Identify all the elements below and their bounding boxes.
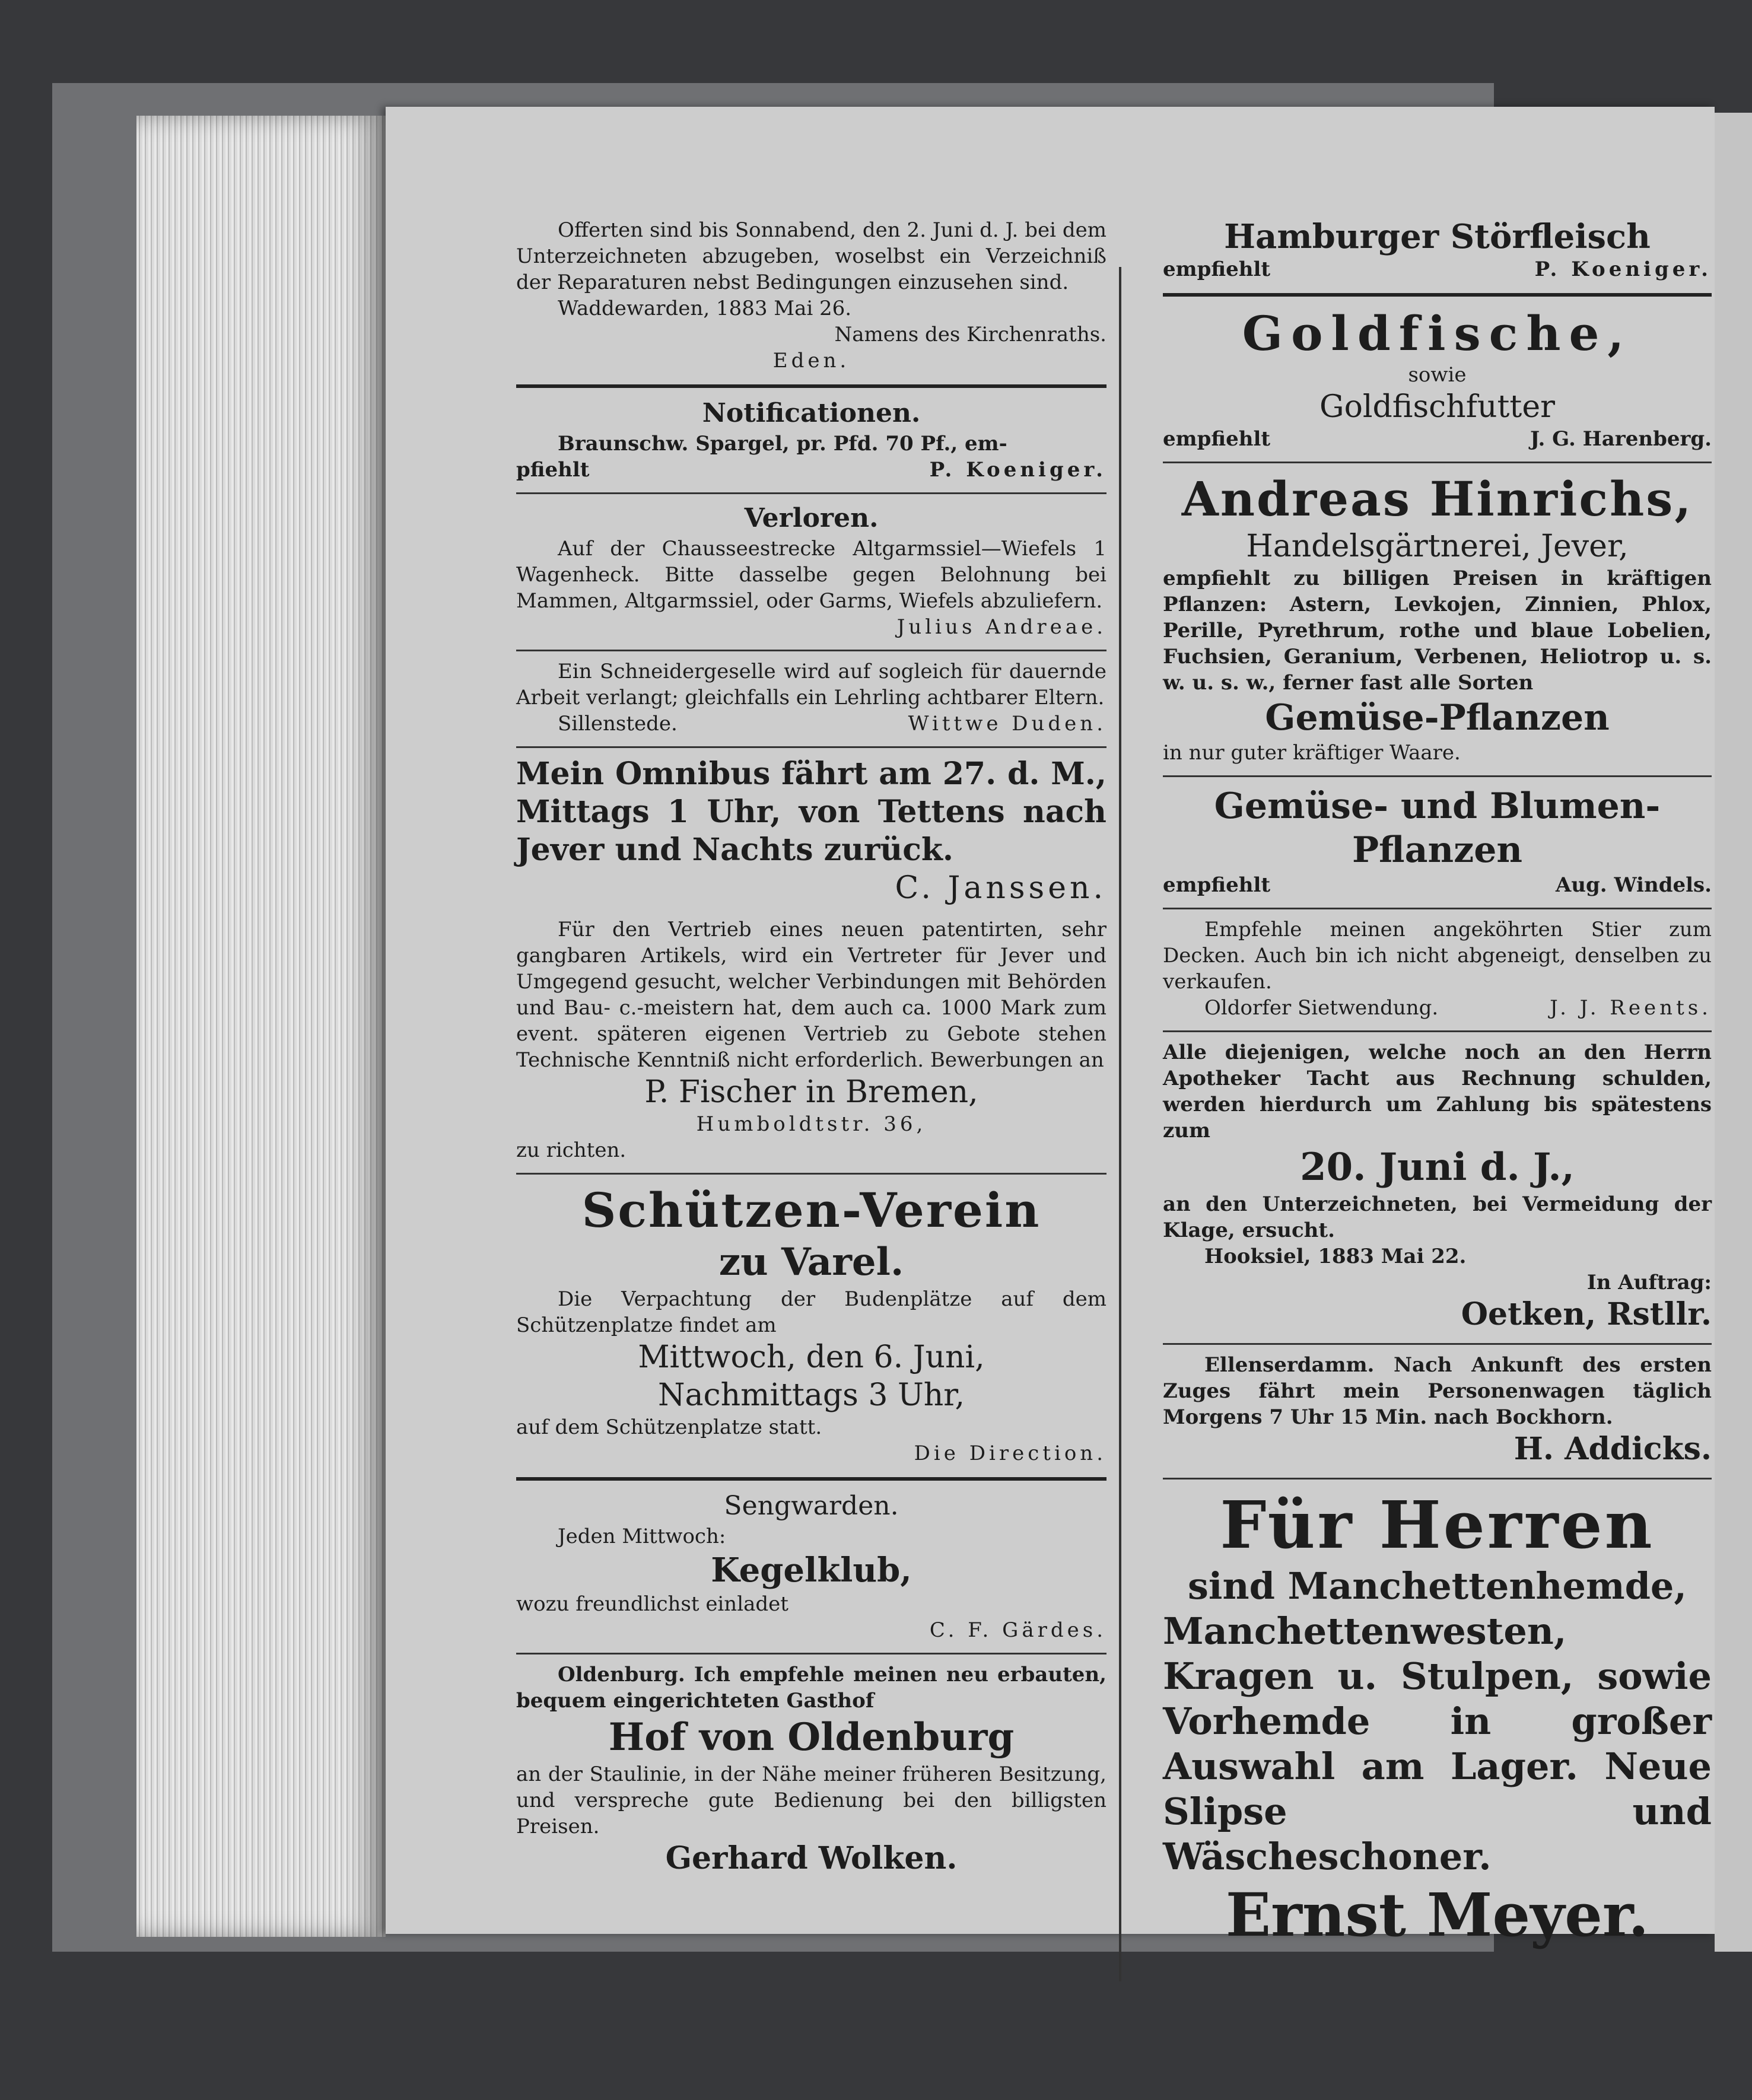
rule <box>516 1477 1106 1481</box>
schuetzen-place: auf dem Schützenplatze statt. <box>516 1415 822 1439</box>
kegel-invite: wozu freundlichst einladet <box>516 1592 788 1616</box>
tacht-name: Oetken, Rstllr. <box>1461 1296 1712 1332</box>
rule <box>516 1173 1106 1175</box>
ad-verloren <box>516 498 1106 646</box>
stoer-left: empfiehlt <box>1163 257 1271 281</box>
ad-omnibus <box>516 752 1106 913</box>
offer-name: Eden. <box>772 349 850 373</box>
rule <box>516 746 1106 748</box>
ad-addicks <box>1163 1348 1712 1474</box>
ad-stier <box>1163 913 1712 1027</box>
tacht-place: Hooksiel, 1883 Mai 22. <box>1204 1245 1467 1268</box>
schuetzen-time: Nachmittags 3 Uhr, <box>658 1377 965 1413</box>
meyer-heading: Für Herren <box>1220 1487 1655 1563</box>
ad-goldfische <box>1163 301 1712 458</box>
hinrichs-text: empfiehlt zu billigen Preisen in kräftigen Pflanzen: Astern, Levkojen, Zinnien, Phlox, Perille, Pyrethrum, rothe und blaue Lobelien, Fuchsien, Geranium, Verbenen, Heliotrop u. s. w. u. s. w., ferner fast alle Sorten <box>1163 567 1712 695</box>
hof-intro: Oldenburg. Ich empfehle meinen neu erbauten, bequem eingerichteten Gasthof <box>516 1663 1106 1713</box>
schuetzen-sub: zu Varel. <box>718 1240 904 1284</box>
stier-place: Oldorfer Sietwendung. <box>1204 996 1439 1020</box>
rule <box>1163 1343 1712 1345</box>
schuetzen-date: Mittwoch, den 6. Juni, <box>638 1339 985 1375</box>
patent-street: Humboldtstr. 36, <box>696 1112 927 1136</box>
page-edges <box>136 116 386 1937</box>
schuetzen-sign: Die Direction. <box>914 1442 1106 1465</box>
tacht-text2: an den Unterzeichneten, bei Vermeidung der Klage, ersucht. <box>1163 1192 1712 1242</box>
tailor-name: Wittwe Duden. <box>908 712 1106 736</box>
patent-end: zu richten. <box>516 1138 627 1162</box>
offer-by: Namens des Kirchenraths. <box>834 323 1106 346</box>
tacht-text: Alle diejenigen, welche noch an den Herrn Apotheker Tacht aus Rechnung schulden, werden hierdurch um Zahlung bis spätestens zum <box>1163 1041 1712 1143</box>
ad-schuetzenverein <box>516 1178 1106 1472</box>
ad-hinrichs <box>1163 467 1712 772</box>
offer-text: Offerten sind bis Sonnabend, den 2. Juni d. J. bei dem Unterzeichneten abzugeben, woselbst ein Verzeichniß der Reparaturen nebst Bedingungen einzusehen sind. <box>516 218 1106 294</box>
next-page-edge <box>1715 113 1752 1952</box>
notif-left: pfiehlt <box>516 458 590 482</box>
notif-heading: Notificationen. <box>702 398 921 428</box>
offer-place: Waddewarden, 1883 Mai 26. <box>558 297 852 320</box>
rule <box>1163 908 1712 909</box>
meyer-name: Ernst Meyer. <box>1225 1880 1649 1950</box>
ad-patent <box>516 913 1106 1169</box>
ad-tacht <box>1163 1036 1712 1339</box>
windels-left: empfiehlt <box>1163 873 1271 897</box>
hof-text: an der Staulinie, in der Nähe meiner früheren Besitzung, und verspreche gute Bedienung bei den billigsten Preisen. <box>516 1762 1106 1838</box>
gold-heading: Goldfische, <box>1242 306 1633 361</box>
gold-right: J. G. Harenberg. <box>1530 427 1712 451</box>
rule <box>1163 775 1712 777</box>
patent-text: Für den Vertrieb eines neuen patentirten, sehr gangbaren Artikels, wird ein Vertreter für Jever und Umgegend gesucht, welcher Verbindungen mit Behörden und Bau- c.-meistern hat, dem auch ca. 1000 Mark zum event. späteren eigenen Vertrieb zu Gebote stehen Technische Kenntniß nicht erforderlich. Bewerbungen an <box>516 918 1106 1072</box>
hinrichs-sub: Handelsgärtnerei, Jever, <box>1246 529 1629 564</box>
hof-heading: Hof von Oldenburg <box>608 1715 1015 1759</box>
hof-name: Gerhard Wolken. <box>665 1840 958 1876</box>
gold-sowie: sowie <box>1408 363 1467 387</box>
rule <box>516 492 1106 494</box>
gold-futter: Goldfischfutter <box>1319 389 1555 425</box>
meyer-line1: sind Manchettenhemde, <box>1188 1564 1687 1608</box>
column-divider <box>1119 267 1121 1981</box>
gold-left: empfiehlt <box>1163 427 1271 451</box>
tailor-place: Sillenstede. <box>558 712 678 736</box>
meyer-text: Manchettenwesten, Kragen u. Stulpen, sowie Vorhemde in großer Auswahl am Lager. Neue Slipse und Wäscheschoner. <box>1163 1609 1712 1878</box>
ad-offerten <box>516 214 1106 380</box>
stier-text: Empfehle meinen angeköhrten Stier zum Decken. Auch bin ich nicht abgeneigt, denselben zu verkaufen. <box>1163 918 1712 994</box>
tacht-date: 20. Juni d. J., <box>1300 1145 1575 1189</box>
notif-line: Braunschw. Spargel, pr. Pfd. 70 Pf., em- <box>558 432 1007 456</box>
omnibus-name: C. Janssen. <box>895 870 1106 906</box>
omnibus-text: Mein Omnibus fährt am 27. d. M., Mittags 1 Uhr, von Tettens nach Jever und Nachts zurück. <box>516 756 1106 868</box>
rule <box>1163 462 1712 463</box>
hinrichs-end: in nur guter kräftiger Waare. <box>1163 741 1461 765</box>
rule <box>516 384 1106 388</box>
patent-name: P. Fischer in Bremen, <box>644 1074 978 1110</box>
ad-schneider <box>516 655 1106 743</box>
schuetzen-text: Die Verpachtung der Budenplätze auf dem Schützenplatze findet am <box>516 1287 1106 1337</box>
rule <box>1163 1030 1712 1032</box>
stoer-heading: Hamburger Störfleisch <box>1224 217 1651 256</box>
ad-ernst-meyer <box>1163 1483 1712 1956</box>
notif-right: P. Koeniger. <box>929 458 1106 482</box>
schuetzen-heading: Schützen-Verein <box>581 1182 1041 1238</box>
hinrichs-big: Gemüse-Pflanzen <box>1265 697 1610 739</box>
tailor-text: Ein Schneidergeselle wird auf sogleich für dauernde Arbeit verlangt; gleichfalls ein Lehrling achtbarer Eltern. <box>516 660 1106 709</box>
ad-kegelklub <box>516 1485 1106 1649</box>
ad-stoerfleisch <box>1163 214 1712 288</box>
rule <box>1163 1478 1712 1479</box>
rule <box>1163 293 1712 297</box>
windels-right: Aug. Windels. <box>1555 873 1712 897</box>
addicks-name: H. Addicks. <box>1513 1431 1712 1467</box>
ad-hof-von-oldenburg <box>516 1658 1106 1883</box>
lost-heading: Verloren. <box>744 503 879 533</box>
lost-name: Julius Andreae. <box>896 615 1106 639</box>
stoer-right: P. Koeniger. <box>1534 257 1712 281</box>
left-column <box>516 214 1106 1969</box>
kegel-club: Kegelklub, <box>711 1551 912 1590</box>
lost-text: Auf der Chausseestrecke Altgarmssiel—Wiefels 1 Wagenheck. Bitte dasselbe gegen Belohnung bei Mammen, Altgarmssiel, oder Garms, Wiefels abzuliefern. <box>516 537 1106 613</box>
ad-windels <box>1163 781 1712 904</box>
kegel-heading: Sengwarden. <box>724 1491 899 1521</box>
ad-notificationen <box>516 393 1106 489</box>
windels-heading: Gemüse- und Blumen- <box>1214 785 1661 827</box>
kegel-line: Jeden Mittwoch: <box>558 1525 726 1548</box>
windels-heading2: Pflanzen <box>1352 829 1523 871</box>
rule <box>516 1653 1106 1654</box>
kegel-name: C. F. Gärdes. <box>929 1618 1106 1642</box>
stier-name: J. J. Reents. <box>1550 996 1712 1020</box>
rule <box>516 650 1106 651</box>
addicks-text: Ellenserdamm. Nach Ankunft des ersten Zuges fährt mein Personenwagen täglich Morgens 7 Uhr 15 Min. nach Bockhorn. <box>1163 1353 1712 1429</box>
right-column <box>1163 214 1712 1969</box>
tacht-auftrag: In Auftrag: <box>1586 1271 1712 1294</box>
hinrichs-heading: Andreas Hinrichs, <box>1181 471 1693 527</box>
